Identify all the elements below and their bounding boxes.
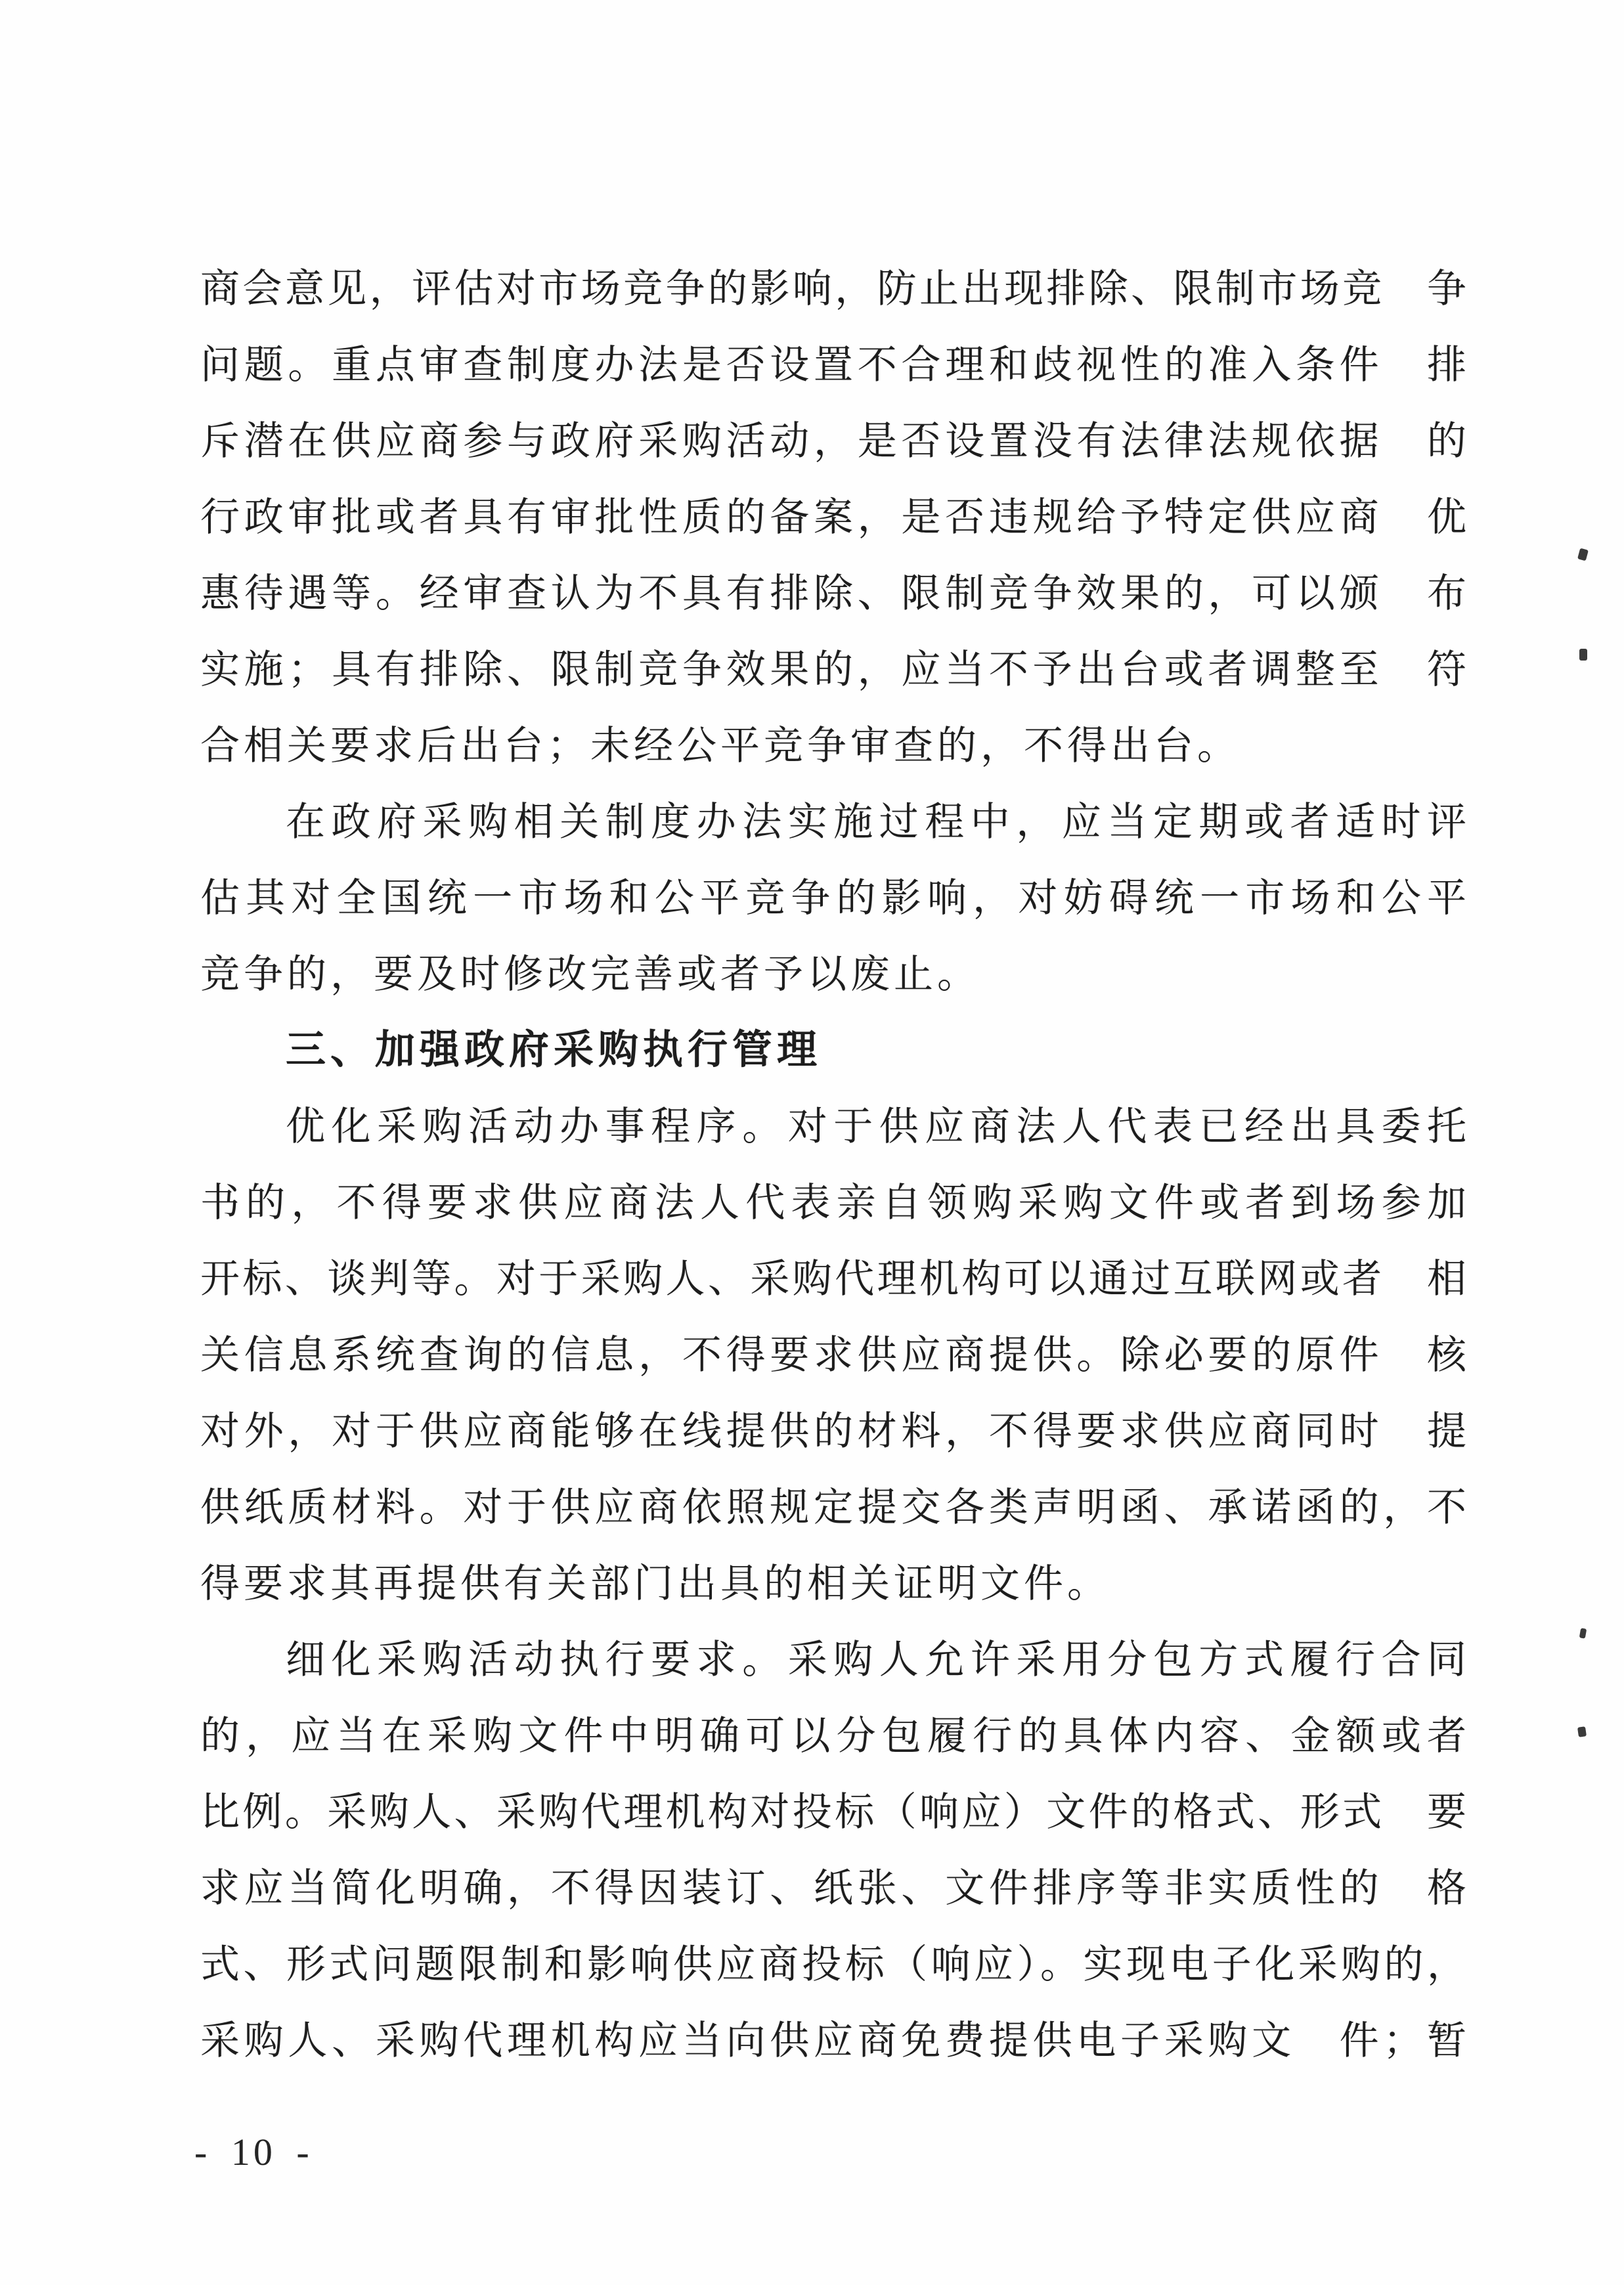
text-line-16: 对外，对于供应商能够在线提供的材料，不得要求供应商同时 提 — [200, 1410, 1466, 1453]
ink-speck — [1579, 1628, 1587, 1638]
text-line-13: 书的，不得要求供应商法人代表亲自领购采购文件或者到场参加 — [200, 1181, 1466, 1225]
text-line-10: 竞争的，要及时修改完善或者予以废止。 — [200, 953, 980, 996]
text-line-20: 的，应当在采购文件中明确可以分包履行的具体内容、金额或者 — [200, 1714, 1466, 1758]
text-block — [200, 251, 1466, 2079]
text-line-18: 得要求其再提供有关部门出具的相关证明文件。 — [200, 1562, 1110, 1605]
section-heading: 三、加强政府采购执行管理 — [286, 1028, 822, 1072]
text-line-2: 问题。重点审查制度办法是否设置不合理和歧视性的准入条件 排 — [200, 343, 1466, 387]
text-line-19: 细化采购活动执行要求。采购人允许采用分包方式履行合同 — [286, 1638, 1466, 1682]
text-line-14: 开标、谈判等。对于采购人、采购代理机构可以通过互联网或者 相 — [200, 1257, 1466, 1301]
text-line-1: 商会意见，评估对市场竞争的影响，防止出现排除、限制市场竞 争 — [200, 267, 1466, 311]
text-line-21: 比例。采购人、采购代理机构对投标（响应）文件的格式、形式 要 — [200, 1791, 1466, 1834]
text-line-9: 估其对全国统一市场和公平竞争的影响，对妨碍统一市场和公平 — [200, 877, 1466, 920]
ink-speck — [1577, 548, 1589, 561]
text-line-5: 惠待遇等。经审查认为不具有排除、限制竞争效果的，可以颁 布 — [200, 572, 1466, 615]
text-line-7: 合相关要求后出台；未经公平竞争审查的，不得出台。 — [200, 724, 1240, 768]
text-line-4: 行政审批或者具有审批性质的备案，是否违规给予特定供应商 优 — [200, 496, 1466, 539]
text-line-22: 求应当简化明确，不得因装订、纸张、文件排序等非实质性的 格 — [200, 1867, 1466, 1910]
text-line-23: 式、形式问题限制和影响供应商投标（响应）。实现电子化采购的， — [200, 1943, 1466, 1986]
text-line-8: 在政府采购相关制度办法实施过程中，应当定期或者适时评 — [286, 800, 1466, 844]
page-number: - 10 - — [194, 2131, 313, 2173]
ink-speck — [1579, 649, 1587, 661]
ink-speck — [1577, 1726, 1587, 1737]
text-line-15: 关信息系统查询的信息，不得要求供应商提供。除必要的原件 核 — [200, 1334, 1466, 1377]
text-line-17: 供纸质材料。对于供应商依照规定提交各类声明函、承诺函的，不 — [200, 1486, 1466, 1529]
text-line-24: 采购人、采购代理机构应当向供应商免费提供电子采购文 件；暂 — [200, 2019, 1466, 2062]
text-line-3: 斥潜在供应商参与政府采购活动，是否设置没有法律法规依据 的 — [200, 420, 1466, 463]
text-line-6: 实施；具有排除、限制竞争效果的，应当不予出台或者调整至 符 — [200, 648, 1466, 691]
text-line-12: 优化采购活动办事程序。对于供应商法人代表已经出具委托 — [286, 1105, 1466, 1148]
